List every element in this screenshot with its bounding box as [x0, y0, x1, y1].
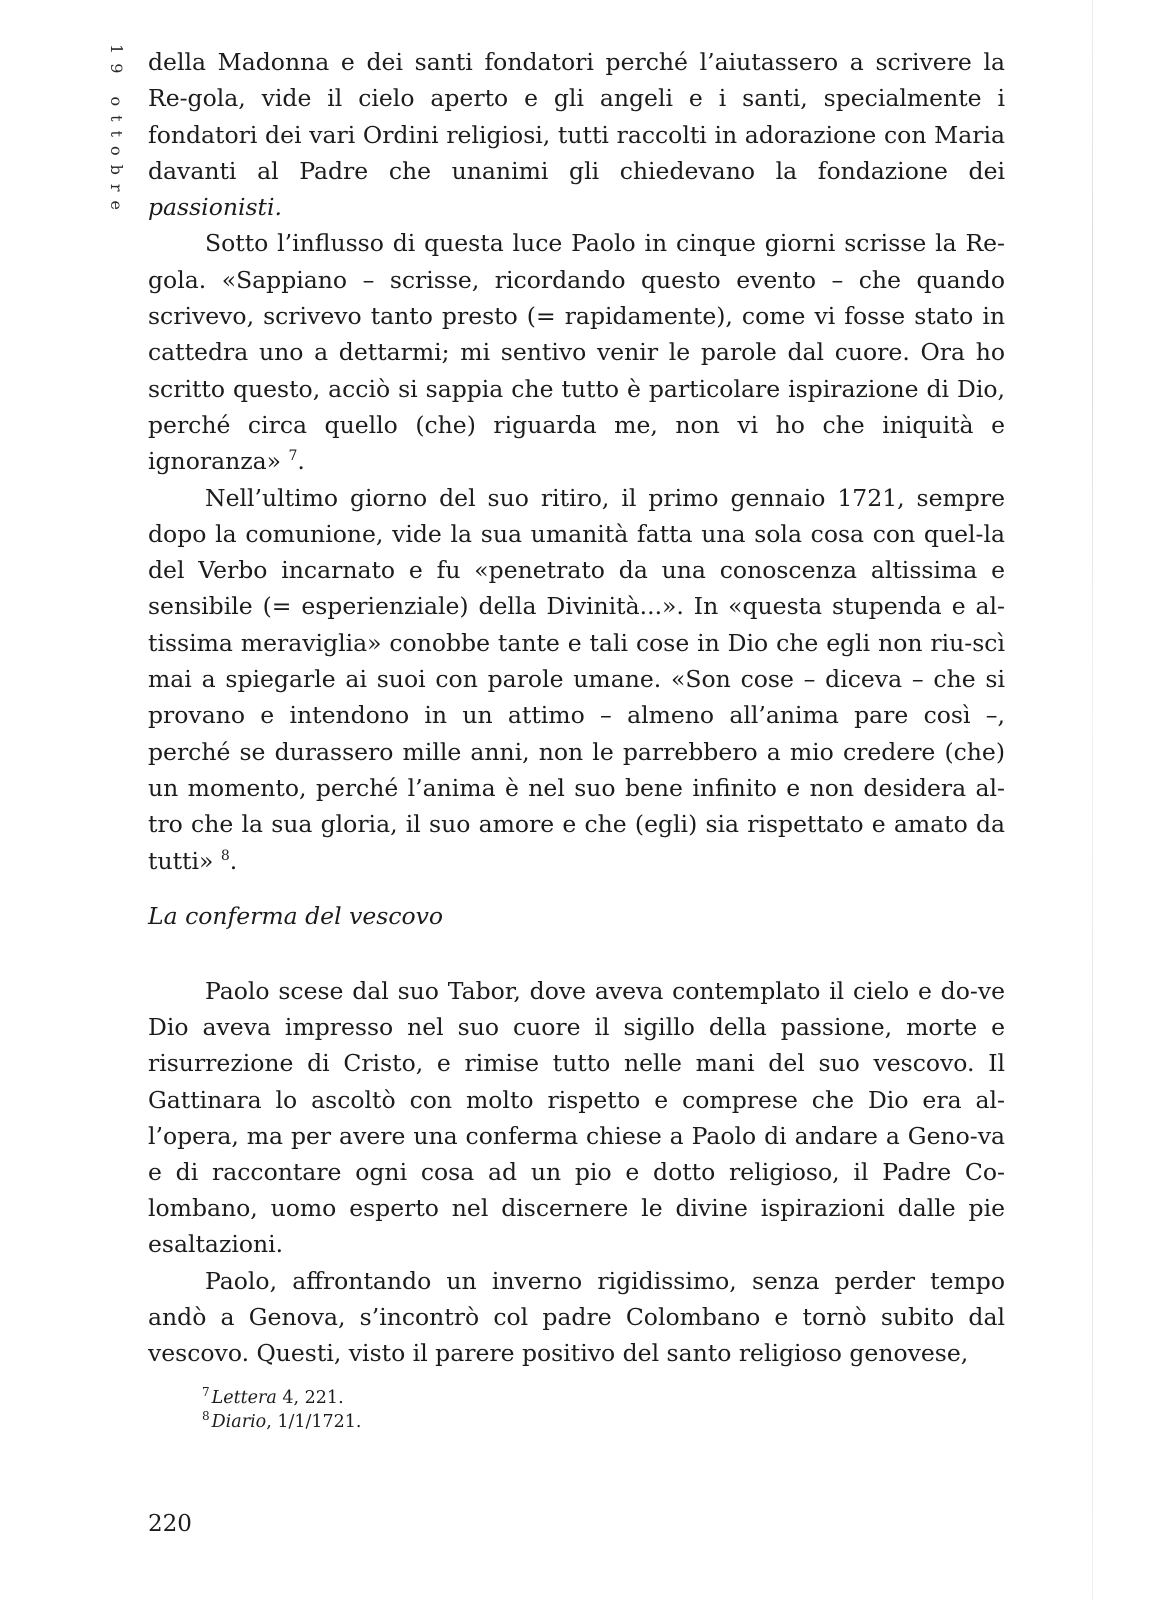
- footnote-reference: 7: [288, 448, 298, 465]
- footnote-reference-detail: 4, 221.: [276, 1388, 344, 1408]
- footnote-number: 7: [202, 1385, 210, 1400]
- paragraph: [148, 225, 1005, 479]
- running-date-text: 19 ottobre: [106, 43, 126, 219]
- paragraph-text: Paolo, affrontando un inverno rigidissimo, senza perder tempo andò a Genova, s’incontrò col padre Colombano e tornò subito dal vescovo. Questi, visto il parere positivo del santo religioso genovese,: [148, 1266, 1005, 1368]
- paragraph-text: Paolo scese dal suo Tabor, dove aveva contemplato il cielo e do-ve Dio aveva impresso nel suo cuore il sigillo della passione, morte e risurrezione di Cristo, e rimise tutto nelle mani del suo vescovo. Il Gattinara lo ascoltò con molto rispetto e comprese che Dio era al-l’opera, ma per avere una conferma chiese a Paolo di andare a Geno-va e di raccontare ogni cosa ad un pio e dotto religioso, il Padre Co-lombano, uomo esperto nel discernere le divine ispirazioni dalle pie esaltazioni.: [148, 977, 1005, 1259]
- footnote-reference: 8: [220, 847, 230, 864]
- italic-text: passionisti.: [148, 193, 282, 222]
- footnotes: [148, 1386, 748, 1434]
- footnote-source: Diario: [211, 1412, 267, 1432]
- footnote: [148, 1410, 748, 1434]
- footnote-source: Lettera: [211, 1388, 277, 1408]
- page-gutter-shadow: [1092, 0, 1093, 1600]
- body-text-bottom: [148, 973, 1005, 1371]
- paragraph-text: .: [297, 447, 305, 476]
- paragraph-text: della Madonna e dei santi fondatori perché l’aiutassero a scrivere la Re-gola, vide il cielo aperto e gli angeli e i santi, specialmente i fondatori dei vari Ordini religiosi, tutti raccolti in adorazione con Maria davanti al Padre che unanimi gli chiedevano la fondazione dei: [148, 48, 1005, 185]
- paragraph-text: .: [229, 846, 238, 875]
- section-heading: La conferma del vescovo: [148, 902, 444, 930]
- paragraph-text: Sotto l’influsso di questa luce Paolo in cinque giorni scrisse la Re-gola. «Sappiano – scrisse, ricordando questo evento – che quando scrivevo, scrivevo tanto presto (= rapidamente), come vi fosse stato in cattedra uno a dettarmi; mi sentivo venir le parole dal cuore. Ora ho scritto questo, acciò si sappia che tutto è particolare ispirazione di Dio, perché circa quello (che) riguarda me, non vi ho che iniquità e ignoranza»: [148, 229, 1005, 476]
- paragraph: [148, 44, 1005, 225]
- body-text-top: [148, 44, 1005, 879]
- footnote-number: 8: [202, 1409, 210, 1424]
- page-number: 220: [148, 1511, 192, 1537]
- paragraph: [148, 1263, 1005, 1372]
- running-date-label: [102, 43, 130, 219]
- paragraph: [148, 973, 1005, 1263]
- footnote: [148, 1386, 748, 1410]
- footnote-reference-detail: , 1/1/1721.: [266, 1412, 362, 1432]
- paragraph: [148, 480, 1005, 879]
- paragraph-text: Nell’ultimo giorno del suo ritiro, il primo gennaio 1721, sempre dopo la comunione, vide la sua umanità fatta una sola cosa con quel-la del Verbo incarnato e fu «penetrato da una conoscenza altissima e sensibile (= esperienziale) della Divinità...». In «questa stupenda e al-tissima meraviglia» conobbe tante e tali cose in Dio che egli non riu-scì mai a spiegarle ai suoi con parole umane. «Son cose – diceva – che si provano e intendono in un attimo – almeno all’anima pare così –, perché se durassero mille anni, non le parrebbero a mio credere (che) un momento, perché l’anima è nel suo bene infinito e non desidera al-tro che la sua gloria, il suo amore e che (egli) sia rispettato e amato da tutti»: [148, 483, 1005, 875]
